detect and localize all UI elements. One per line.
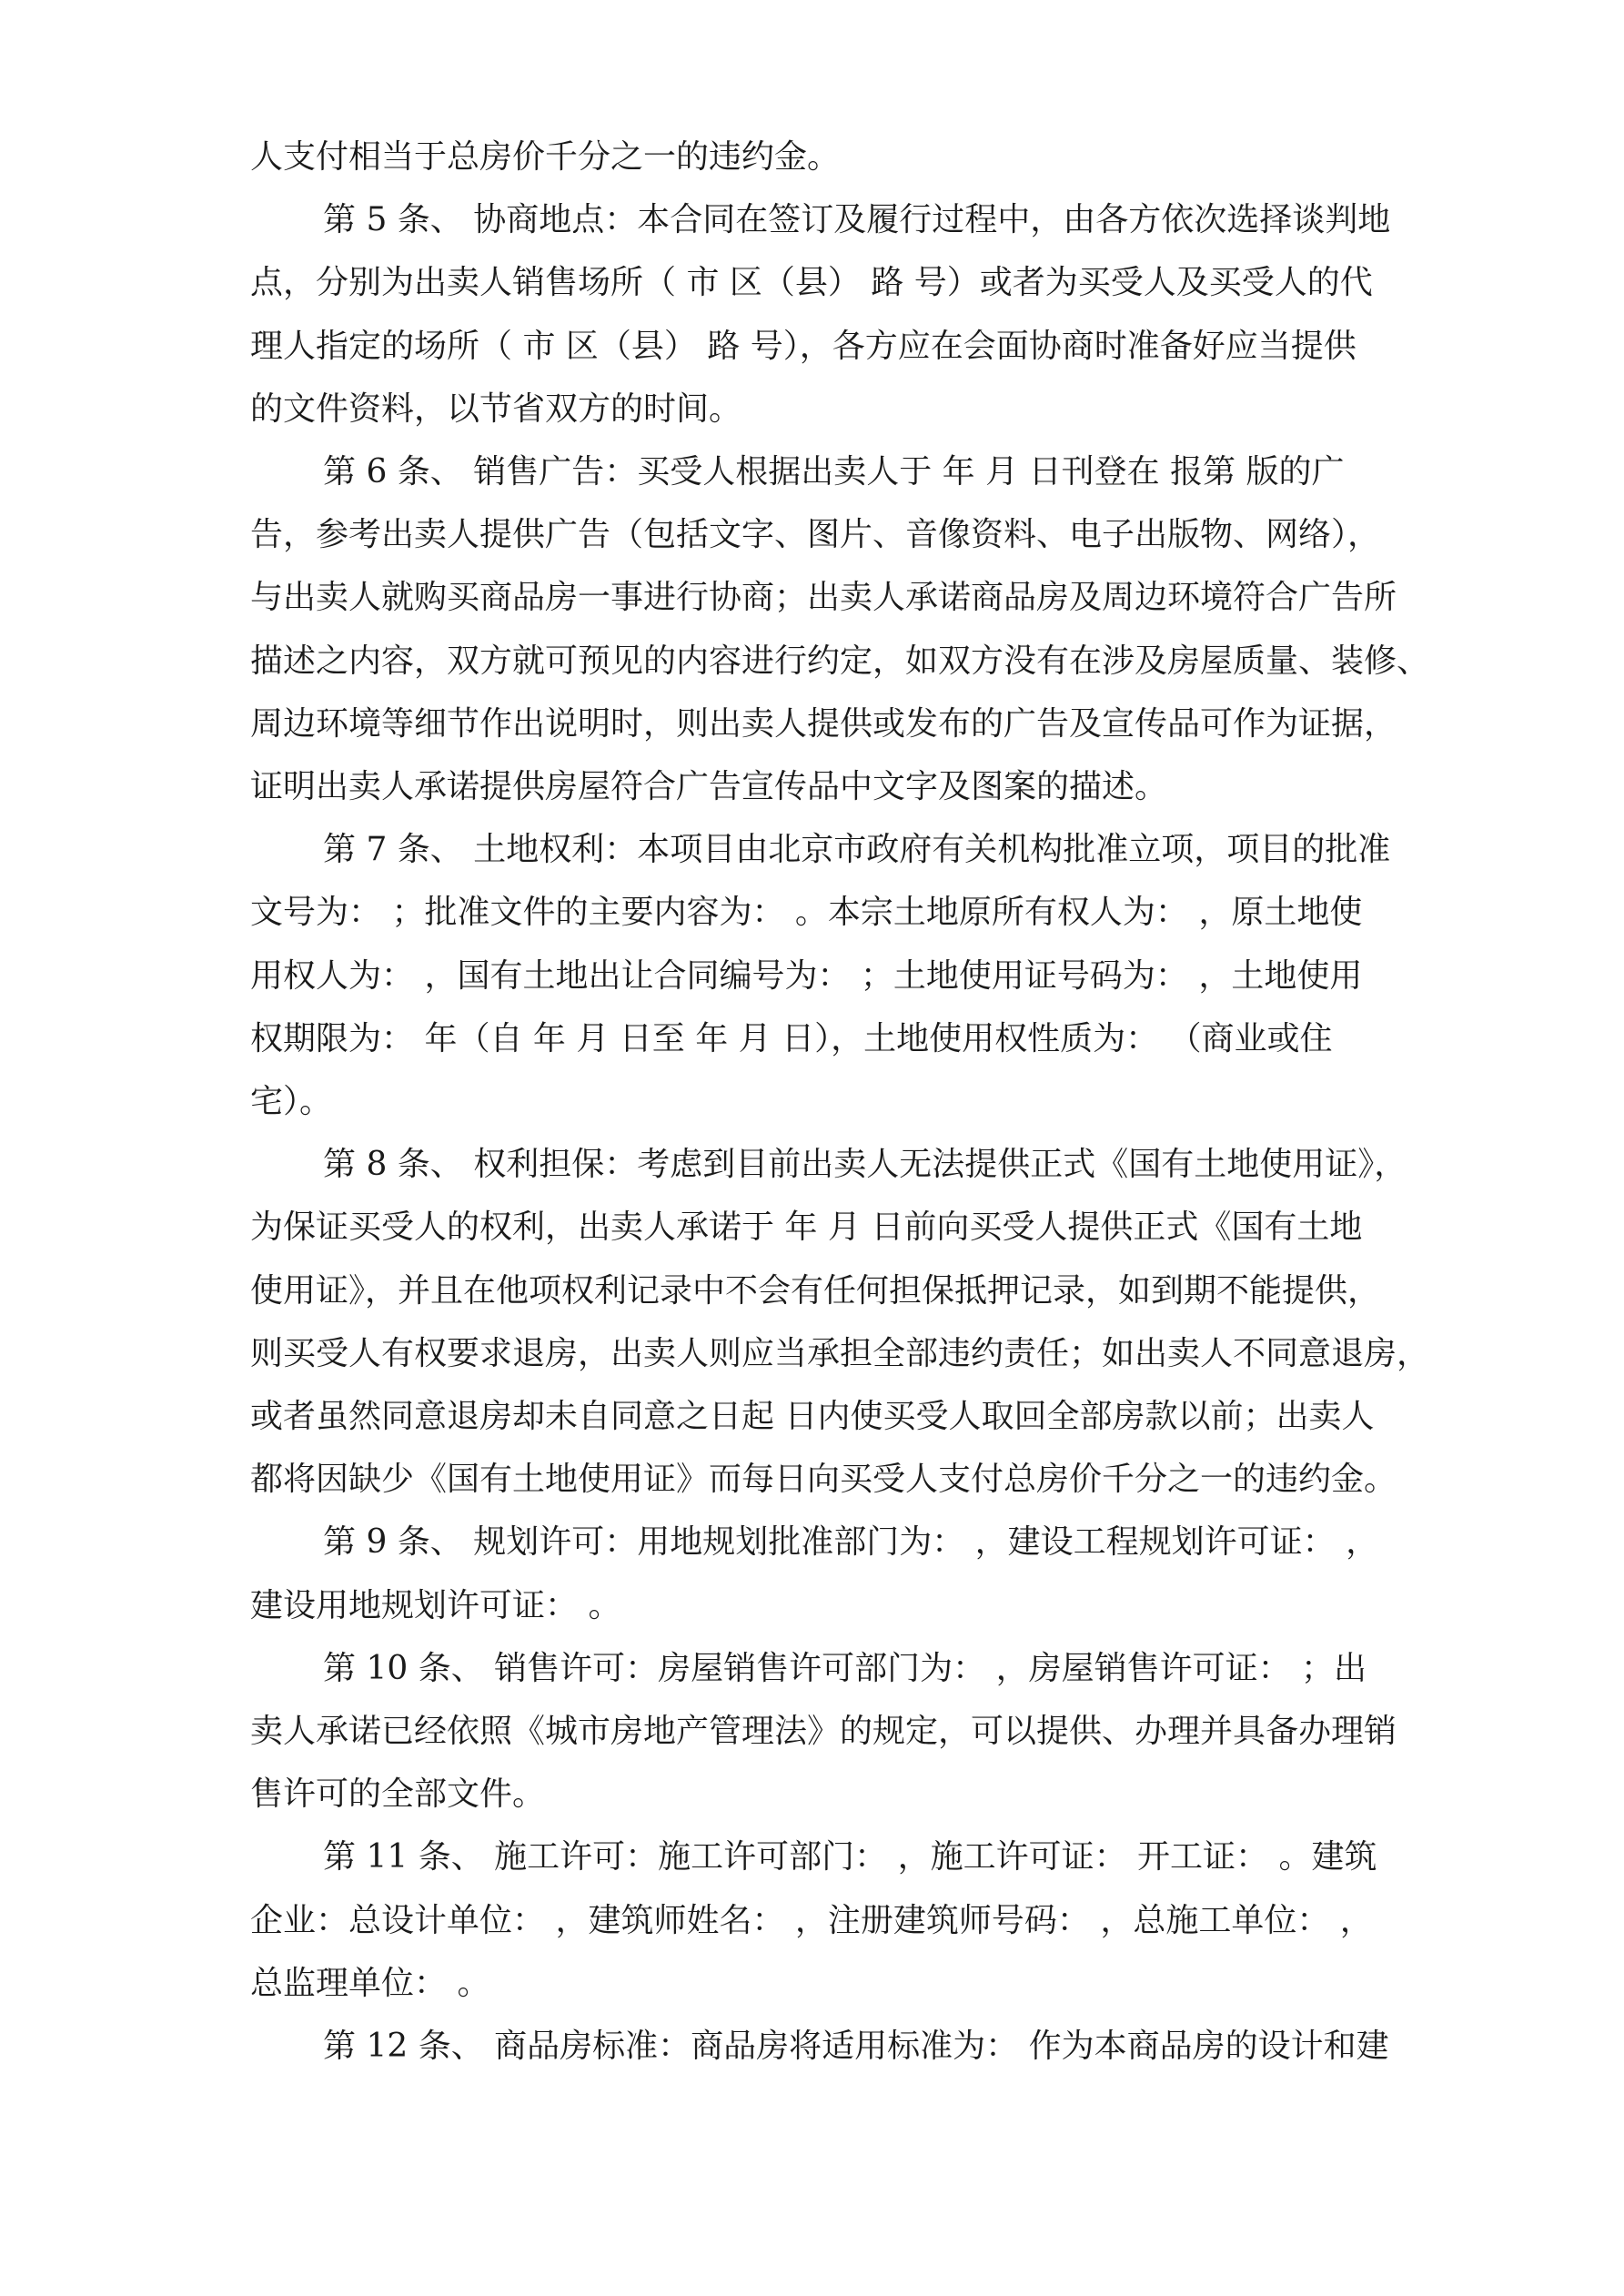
text-line: 宅）。 bbox=[250, 1083, 333, 1121]
text-line: 的文件资料，以节省双方的时间。 bbox=[250, 389, 742, 428]
text-line: 第 6 条、 销售广告：买受人根据出卖人于 年 月 日刊登在 报第 版的广 bbox=[323, 453, 1345, 491]
text-line: 使用证》，并且在他项权利记录中不会有任何担保抵押记录，如到期不能提供， bbox=[250, 1271, 1381, 1310]
article-12 bbox=[250, 2015, 1392, 2078]
text-line: 描述之内容，双方就可预见的内容进行约定，如双方没有在涉及房屋质量、装修、 bbox=[250, 642, 1430, 680]
text-line: 文号为： ；批准文件的主要内容为： 。本宗土地原所有权人为： ，原土地使 bbox=[250, 894, 1363, 932]
text-line: 证明出卖人承诺提供房屋符合广告宣传品中文字及图案的描述。 bbox=[250, 768, 1168, 806]
text-line: 第 12 条、 商品房标准：商品房将适用标准为： 作为本商品房的设计和建 bbox=[323, 2028, 1389, 2066]
text-line: 告，参考出卖人提供广告（包括文字、图片、音像资料、电子出版物、网络）， bbox=[250, 516, 1381, 554]
article-6 bbox=[250, 440, 1430, 818]
text-line: 则买受人有权要求退房，出卖人则应当承担全部违约责任；如出卖人不同意退房， bbox=[250, 1334, 1430, 1372]
contract-page bbox=[250, 126, 1430, 2078]
text-line: 理人指定的场所（ 市 区（县） 路 号），各方应在会面协商时准备好应当提供 bbox=[250, 327, 1357, 365]
text-line: 第 5 条、 协商地点：本合同在签订及履行过程中，由各方依次选择谈判地 bbox=[323, 201, 1391, 239]
article-5 bbox=[250, 188, 1392, 440]
text-line: 点，分别为出卖人销售场所（ 市 区（县） 路 号）或者为买受人及买受人的代 bbox=[250, 264, 1373, 302]
text-line: 都将因缺少《国有土地使用证》而每日向买受人支付总房价千分之一的违约金。 bbox=[250, 1461, 1397, 1499]
text-line: 卖人承诺已经依照《城市房地产管理法》的规定，可以提供、办理并具备办理销 bbox=[250, 1713, 1397, 1751]
text-line: 人支付相当于总房价千分之一的违约金。 bbox=[250, 138, 841, 176]
text-line: 总监理单位： 。 bbox=[250, 1964, 490, 2002]
article-7 bbox=[250, 818, 1392, 1133]
text-line: 权期限为： 年（自 年 月 日至 年 月 日），土地使用权性质为： （商业或住 bbox=[250, 1019, 1333, 1057]
text-line: 第 9 条、 规划许可：用地规划批准部门为： ，建设工程规划许可证： ， bbox=[323, 1523, 1379, 1562]
article-11 bbox=[250, 1826, 1392, 2015]
text-line: 为保证买受人的权利，出卖人承诺于 年 月 日前向买受人提供正式《国有土地 bbox=[250, 1209, 1363, 1247]
text-line: 周边环境等细节作出说明时，则出卖人提供或发布的广告及宣传品可作为证据， bbox=[250, 704, 1397, 743]
article-10 bbox=[250, 1637, 1397, 1826]
article-9 bbox=[250, 1511, 1392, 1636]
text-line: 建设用地规划许可证： 。 bbox=[250, 1586, 621, 1624]
text-line: 与出卖人就购买商品房一事进行协商；出卖人承诺商品房及周边环境符合广告所 bbox=[250, 579, 1397, 617]
text-line: 用权人为： ，国有土地出让合同编号为： ；土地使用证号码为： ，土地使用 bbox=[250, 956, 1363, 995]
text-line: 第 11 条、 施工许可：施工许可部门： ，施工许可证： 开工证： 。建筑 bbox=[323, 1838, 1377, 1876]
text-line: 或者虽然同意退房却未自同意之日起 日内使买受人取回全部房款以前；出卖人 bbox=[250, 1398, 1375, 1436]
text-line: 企业：总设计单位： ，建筑师姓名： ，注册建筑师号码： ，总施工单位： ， bbox=[250, 1901, 1373, 1939]
text-line: 售许可的全部文件。 bbox=[250, 1775, 546, 1814]
text-line: 第 10 条、 销售许可：房屋销售许可部门为： ，房屋销售许可证： ；出 bbox=[323, 1649, 1367, 1687]
text-line: 第 8 条、 权利担保：考虑到目前出卖人无法提供正式《国有土地使用证》， bbox=[323, 1146, 1407, 1184]
article-8 bbox=[250, 1133, 1430, 1511]
text-line: 第 7 条、 土地权利：本项目由北京市政府有关机构批准立项，项目的批准 bbox=[323, 831, 1391, 869]
paragraph-continuation bbox=[250, 126, 1392, 188]
